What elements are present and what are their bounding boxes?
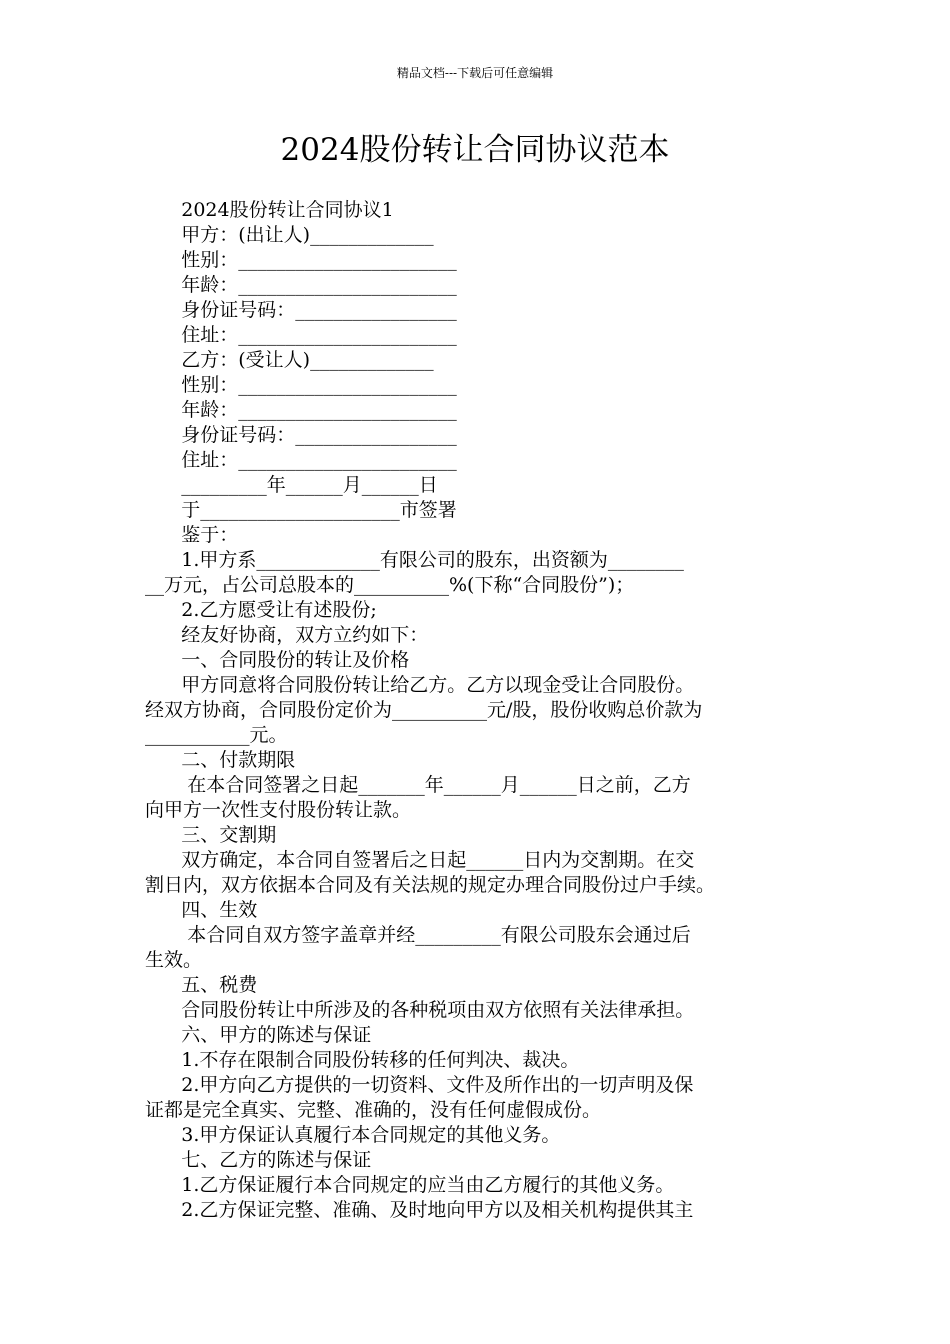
text-line: 住址：_______________________ [145, 449, 457, 471]
text-line: 甲方：(出让人)_____________ [145, 224, 434, 246]
text-line: 向甲方一次性支付股份转让款。 [145, 799, 412, 821]
text-line: 二、付款期限 [145, 749, 296, 771]
text-line: 性别：_______________________ [145, 249, 457, 271]
text-line: 1.甲方系_____________有限公司的股东，出资额为________ [145, 549, 684, 571]
text-line: 七、乙方的陈述与保证 [145, 1149, 372, 1171]
text-line: 五、税费 [145, 974, 258, 996]
text-line: 1.乙方保证履行本合同规定的应当由乙方履行的其他义务。 [145, 1174, 675, 1196]
text-line: 2.乙方愿受让有述股份; [145, 599, 377, 621]
text-line: _________年______月______日 [145, 474, 438, 496]
text-line: 于_____________________市签署 [145, 499, 457, 521]
text-line: 合同股份转让中所涉及的各种税项由双方依照有关法律承担。 [145, 999, 695, 1021]
text-line: 2024股份转让合同协议1 [145, 199, 394, 221]
text-line: 乙方：(受让人)_____________ [145, 349, 434, 371]
text-line: 性别：_______________________ [145, 374, 457, 396]
text-line: 生效。 [145, 949, 203, 971]
text-line: 3.甲方保证认真履行本合同规定的其他义务。 [145, 1124, 561, 1146]
text-line: 本合同自双方签字盖章并经_________有限公司股东会通过后 [145, 924, 691, 946]
page-header: 精品文档---下载后可任意编辑 [396, 66, 554, 80]
text-line: 身份证号码：_________________ [145, 424, 457, 446]
text-line: 2.甲方向乙方提供的一切资料、文件及所作出的一切声明及保 [145, 1074, 694, 1096]
text-line: 甲方同意将合同股份转让给乙方。乙方以现金受让合同股份。 [145, 674, 695, 696]
text-line: 在本合同签署之日起_______年______月______日之前，乙方 [145, 774, 691, 796]
text-line: 2.乙方保证完整、准确、及时地向甲方以及相关机构提供其主 [145, 1199, 694, 1221]
document-body [145, 198, 805, 1223]
text-line: 1.不存在限制合同股份转移的任何判决、裁决。 [145, 1049, 580, 1071]
text-line: 证都是完全真实、完整、准确的，没有任何虚假成份。 [145, 1099, 602, 1121]
text-line: 六、甲方的陈述与保证 [145, 1024, 372, 1046]
document-title: 2024股份转让合同协议范本 [280, 132, 670, 168]
text-line: 三、交割期 [145, 824, 277, 846]
text-line: 割日内，双方依据本合同及有关法规的规定办理合同股份过户手续。 [145, 874, 716, 896]
text-line: 年龄：_______________________ [145, 399, 457, 421]
text-line: 身份证号码：_________________ [145, 299, 457, 321]
text-line: __万元，占公司总股本的__________%(下称“合同股份”)； [145, 574, 635, 596]
text-line: 双方确定，本合同自签署后之日起______日内为交割期。在交 [145, 849, 695, 871]
text-line: 经友好协商，双方立约如下： [145, 624, 429, 646]
text-line: 四、生效 [145, 899, 258, 921]
text-line: ___________元。 [145, 724, 288, 746]
text-line: 一、合同股份的转让及价格 [145, 649, 410, 671]
text-line: 经双方协商，合同股份定价为__________元/股，股份收购总价款为 [145, 699, 703, 721]
text-line: 鉴于： [145, 524, 239, 546]
text-line: 住址：_______________________ [145, 324, 457, 346]
text-line: 年龄：_______________________ [145, 274, 457, 296]
